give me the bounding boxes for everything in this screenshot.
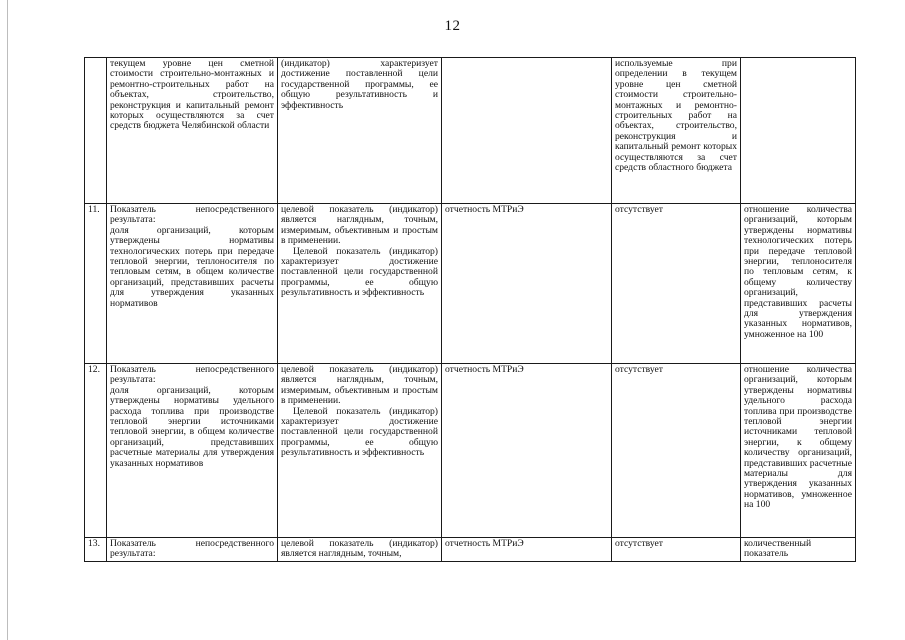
methodology-cell xyxy=(612,538,741,562)
indicator-justification-cell xyxy=(278,364,442,538)
row-number: 12. xyxy=(85,364,107,538)
methodology-text: отсутствует xyxy=(615,538,663,549)
justification-text: Целевой показатель (индикатор) характеризует достижение поставленной цели государственной программы, ее общую результативность и эффективность xyxy=(281,405,438,459)
justification-text: (индикатор) характеризует достижение поставленной цели государственной программы, ее общую результативность и эффективность xyxy=(281,58,438,111)
indicator-justification-cell xyxy=(278,538,442,562)
indicator-name-cell xyxy=(107,538,278,562)
page-number: 12 xyxy=(444,18,461,34)
justification-text: Целевой показатель (индикатор) характеризует достижение поставленной цели государственной программы, ее общую результативность и эффективность xyxy=(281,245,438,299)
indicator-name-text: доля организаций, которым утверждены нормативы технологических потерь при передаче тепловой энергии, теплоносителя по тепловым сетям, в общем количестве организаций, представивших расчеты для утверждения указанных нормативов xyxy=(110,224,274,309)
methodology-cell xyxy=(612,58,741,204)
indicator-name-text: доля организаций, которым утверждены нормативы удельного расхода топлива при производстве тепловой энергии источниками тепловой энергии, в общем количестве организаций, представивших расчетные материалы для утверждения указанных нормативов xyxy=(110,384,274,469)
methodology-cell xyxy=(612,364,741,538)
row-number xyxy=(85,58,107,204)
methodology-text: отсутствует xyxy=(615,204,663,215)
calculation-text: отношение количества организаций, которым утверждены нормативы удельного расхода топлива при производстве тепловой энергии источниками тепловой энергии, к общему количеству организаций, представивших расчетные материалы для утверждения указанных нормативов, умноженное на 100 xyxy=(744,364,852,511)
calculation-cell: количественный показатель xyxy=(741,538,856,562)
indicator-name-text: текущем уровне цен сметной стоимости строительно-монтажных и ремонтно-строительных работ на объектах, строительство, реконструкция и капитальный ремонт которых осуществляются за счет средств бюджета Челябинской области xyxy=(110,58,274,132)
row-number: 13. xyxy=(85,538,107,562)
row-number: 11. xyxy=(85,204,107,364)
scan-left-edge xyxy=(7,0,8,640)
indicator-heading: Показатель непосредственного результата: xyxy=(110,364,274,386)
justification-text: целевой показатель (индикатор) является наглядным, точным, xyxy=(281,538,438,560)
data-source-cell: отчетность МТРиЭ xyxy=(442,204,612,364)
table-row xyxy=(85,204,856,364)
calculation-cell xyxy=(741,364,856,538)
data-source-cell xyxy=(442,58,612,204)
table-row xyxy=(85,58,856,204)
calculation-text: отношение количества организаций, которым утверждены нормативы технологических потерь при передаче тепловой энергии, теплоносителя по тепловым сетям, к общему количеству организаций, представивших расчеты для утверждения указанных нормативов, умноженное на 100 xyxy=(744,204,852,340)
indicator-justification-cell xyxy=(278,204,442,364)
table-row xyxy=(85,364,856,538)
indicators-table xyxy=(84,57,856,562)
indicator-name-cell xyxy=(107,204,278,364)
justification-text: целевой показатель (индикатор) является наглядным, точным, измеримым, объективным и простым в применении. xyxy=(281,204,438,247)
data-source-cell: отчетность МТРиЭ xyxy=(442,364,612,538)
table-row xyxy=(85,538,856,562)
indicator-justification-cell xyxy=(278,58,442,204)
data-source-cell: отчетность МТРиЭ xyxy=(442,538,612,562)
calculation-cell xyxy=(741,58,856,204)
methodology-cell xyxy=(612,204,741,364)
calculation-cell xyxy=(741,204,856,364)
indicator-name-cell xyxy=(107,364,278,538)
methodology-text: отсутствует xyxy=(615,364,663,375)
methodology-text: используемые при определении в текущем уровне цен сметной стоимости строительно-монтажных и ремонтно-строительных работ на объектах, строительство, реконструкция и капитальный ремонт которых осуществляются за счет средств областного бюджета xyxy=(615,58,737,174)
indicator-heading: Показатель непосредственного результата: xyxy=(110,538,274,560)
indicator-heading: Показатель непосредственного результата: xyxy=(110,204,274,226)
justification-text: целевой показатель (индикатор) является наглядным, точным, измеримым, объективным и простым в применении. xyxy=(281,364,438,407)
indicator-name-cell xyxy=(107,58,278,204)
